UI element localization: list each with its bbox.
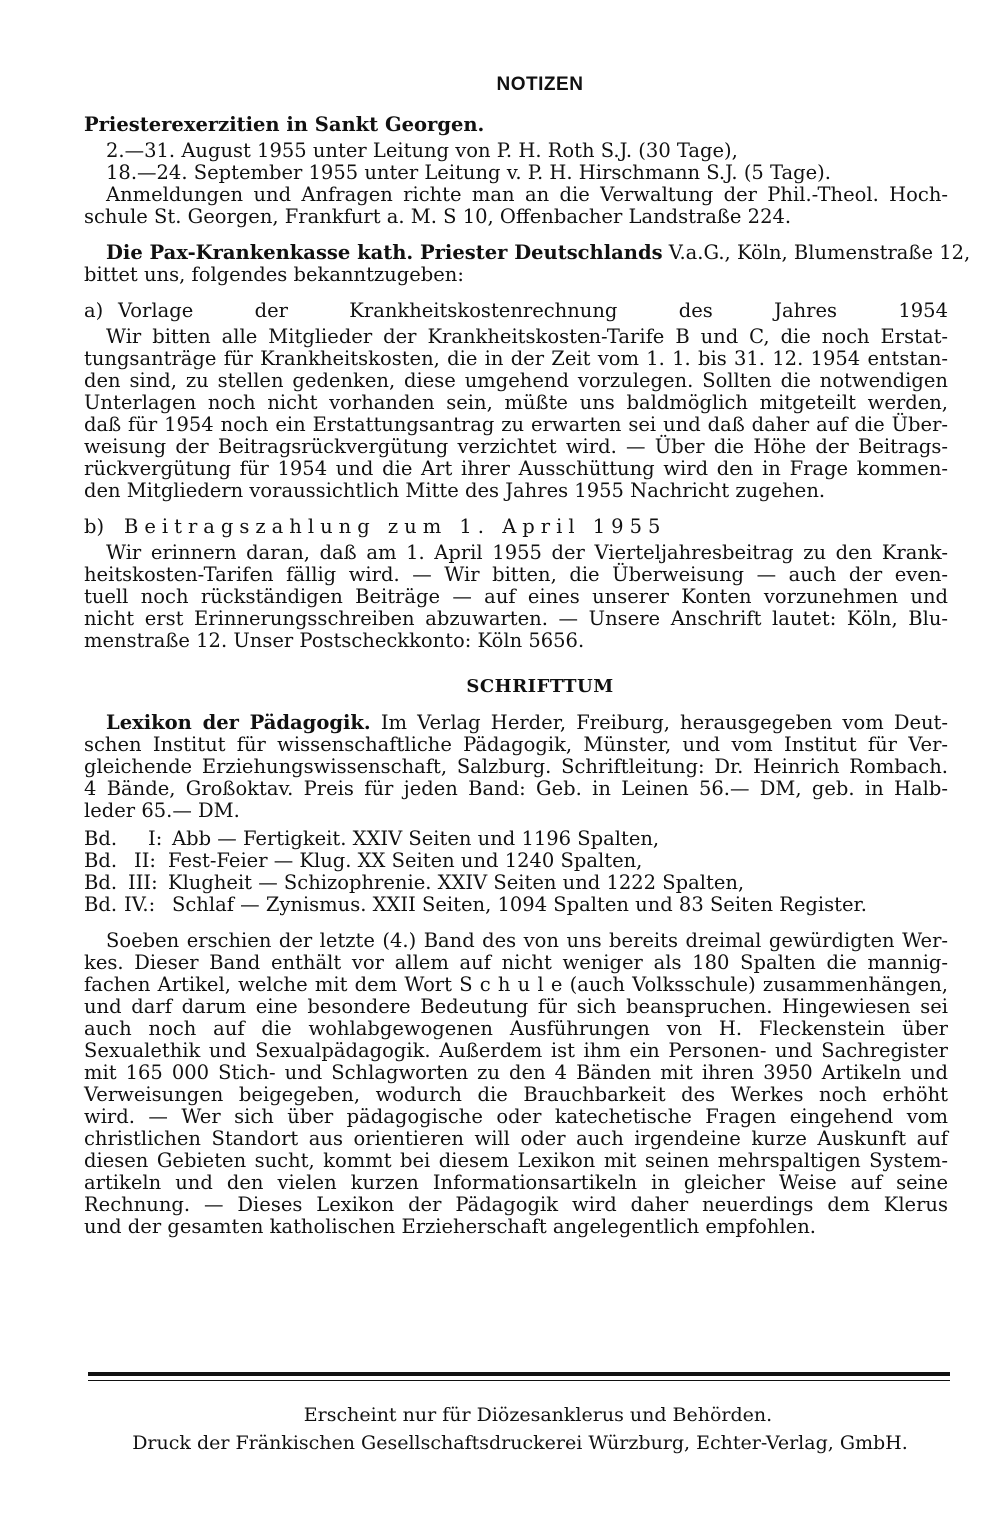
- schrifttum-heading: SCHRIFTTUM: [466, 676, 614, 697]
- section-b-line: heitskosten-Tarifen fällig wird. — Wir bitten, die Überweisung — auch der even-: [84, 563, 948, 586]
- section-a-label: a): [84, 299, 104, 322]
- review-line: kes. Dieser Band enthält vor allem auf nicht weniger als 180 Spalten die mannig-: [84, 951, 948, 974]
- lexikon-line: gleichende Erziehungswissenschaft, Salzburg. Schriftleitung: Dr. Heinrich Rombach.: [84, 755, 948, 778]
- footer-printer: Druck der Fränkischen Gesellschaftsdruckerei Würzburg, Echter-Verlag, GmbH.: [132, 1432, 908, 1454]
- pax-intro: bittet uns, folgendes bekanntzugeben:: [84, 263, 464, 286]
- volume-num: III:: [128, 871, 158, 894]
- notizen-heading: NOTIZEN: [496, 74, 584, 95]
- review-line: fachen Artikel, welche mit dem Wort S c h u l e (auch Volksschule) zusammenhängen,: [84, 973, 948, 996]
- review-line: Rechnung. — Dieses Lexikon der Pädagogik wird daher neuerdings dem Klerus: [84, 1193, 948, 1216]
- lexikon-line: schen Institut für wissenschaftliche Pädagogik, Münster, und vom Institut für Ver-: [84, 733, 948, 756]
- review-line: artikeln und den vielen kurzen Informationsartikeln in gleicher Weise auf seine: [84, 1171, 948, 1194]
- volume-bd: Bd.: [84, 849, 118, 872]
- exerzitien-line: schule St. Georgen, Frankfurt a. M. S 10, Offenbacher Landstraße 224.: [84, 205, 792, 228]
- volume-num: II:: [134, 849, 156, 872]
- review-line: diesen Gebieten sucht, kommt bei diesem Lexikon mit seinen mehrspaltigen System-: [84, 1149, 948, 1172]
- section-b-label: b): [84, 515, 105, 538]
- volume-bd: Bd.: [84, 893, 118, 916]
- section-a-line: den sind, zu stellen gedenken, diese umgehend vorzulegen. Sollten die notwendigen: [84, 369, 948, 392]
- volume-bd: Bd.: [84, 827, 118, 850]
- exerzitien-line: 2.—31. August 1955 unter Leitung von P. H. Roth S.J. (30 Tage),: [106, 139, 738, 162]
- review-line: wird. — Wer sich über pädagogische oder katechetische Fragen eingehend vom: [84, 1105, 948, 1128]
- exerzitien-line: 18.—24. September 1955 unter Leitung v. P. H. Hirschmann S.J. (5 Tage).: [106, 161, 831, 184]
- lexikon-first-rest: Im Verlag Herder, Freiburg, herausgegeben vom Deut-: [370, 711, 948, 734]
- volume-text: Schlaf — Zynismus. XXII Seiten, 1094 Spalten und 83 Seiten Register.: [172, 893, 867, 916]
- section-a-line: weisung der Beitragsrückvergütung verzichtet wird. — Über die Höhe der Beitrags-: [84, 435, 948, 458]
- exerzitien-line: Anmeldungen und Anfragen richte man an die Verwaltung der Phil.-Theol. Hoch-: [106, 183, 948, 206]
- section-b-title: Beitragszahlung zum 1. April 1955: [124, 515, 667, 538]
- lexikon-line: leder 65.— DM.: [84, 799, 240, 822]
- review-line: mit 165 000 Stich- und Schlagworten zu den 4 Bänden mit ihren 3950 Artikeln und: [84, 1061, 948, 1084]
- section-a-line: daß für 1954 noch ein Erstattungsantrag zu erwarten sei und daß daher auf die Über-: [84, 413, 948, 436]
- volume-num: I:: [148, 827, 163, 850]
- lexikon-first-line: [106, 712, 948, 734]
- review-line: Verweisungen beigegeben, wodurch die Brauchbarkeit des Werkes noch erhöht: [84, 1083, 948, 1106]
- volume-text: Fest-Feier — Klug. XX Seiten und 1240 Spalten,: [168, 849, 643, 872]
- volume-text: Klugheit — Schizophrenie. XXIV Seiten und 1222 Spalten,: [168, 871, 745, 894]
- section-b-line: Wir erinnern daran, daß am 1. April 1955 der Vierteljahresbeitrag zu den Krank-: [106, 541, 948, 564]
- section-a-line: tungsanträge für Krankheitskosten, die in der Zeit vom 1. 1. bis 31. 12. 1954 entstan-: [84, 347, 948, 370]
- footer-rule-thick: [88, 1372, 950, 1376]
- volume-num: IV.:: [124, 893, 156, 916]
- section-a-line: den Mitgliedern voraussichtlich Mitte des Jahres 1955 Nachricht zugehen.: [84, 479, 826, 502]
- footer-rule-thin: [88, 1380, 950, 1381]
- lexikon-title: Lexikon der Pädagogik.: [106, 711, 371, 734]
- pax-title-rest: V.a.G., Köln, Blumenstraße 12,: [662, 241, 971, 264]
- footer-distribution: Erscheint nur für Diözesanklerus und Behörden.: [303, 1404, 773, 1426]
- section-a-line: rückvergütung für 1954 und die Art ihrer Ausschüttung wird den in Frage kommen-: [84, 457, 948, 480]
- section-b-line: nicht erst Erinnerungsschreiben abzuwarten. — Unsere Anschrift lautet: Köln, Blu-: [84, 607, 948, 630]
- volume-bd: Bd.: [84, 871, 118, 894]
- exerzitien-title: Priesterexerzitien in Sankt Georgen.: [84, 113, 485, 136]
- review-line: christlichen Standort aus orientieren will oder auch irgendeine kurze Auskunft auf: [84, 1127, 948, 1150]
- section-a-line: Wir bitten alle Mitglieder der Krankheitskosten-Tarife B und C, die noch Erstat-: [106, 325, 948, 348]
- volume-text: Abb — Fertigkeit. XXIV Seiten und 1196 Spalten,: [172, 827, 660, 850]
- review-line: Sexualethik und Sexualpädagogik. Außerdem ist ihm ein Personen- und Sachregister: [84, 1039, 948, 1062]
- review-line: auch noch auf die wohlabgewogenen Ausführungen von H. Fleckenstein über: [84, 1017, 948, 1040]
- review-line: und der gesamten katholischen Erzieherschaft angelegentlich empfohlen.: [84, 1215, 816, 1238]
- review-line: und darf darum eine besondere Bedeutung für sich beanspruchen. Hingewiesen sei: [84, 995, 948, 1018]
- section-b-line: menstraße 12. Unser Postscheckkonto: Köln 5656.: [84, 629, 585, 652]
- section-a-title: Vorlage der Krankheitskostenrechnung des Jahres 1954: [118, 299, 948, 322]
- pax-title-line: [106, 242, 970, 264]
- section-a-line: Unterlagen noch nicht vorhanden sein, müßte uns baldmöglich mitgeteilt werden,: [84, 391, 948, 414]
- section-b-line: tuell noch rückständigen Beiträge — auf eines unserer Konten vorzunehmen und: [84, 585, 948, 608]
- lexikon-line: 4 Bände, Großoktav. Preis für jeden Band: Geb. in Leinen 56.— DM, geb. in Halb-: [84, 777, 948, 800]
- pax-title: Die Pax-Krankenkasse kath. Priester Deutschlands: [106, 241, 663, 264]
- review-line: Soeben erschien der letzte (4.) Band des von uns bereits dreimal gewürdigten Wer-: [106, 929, 948, 952]
